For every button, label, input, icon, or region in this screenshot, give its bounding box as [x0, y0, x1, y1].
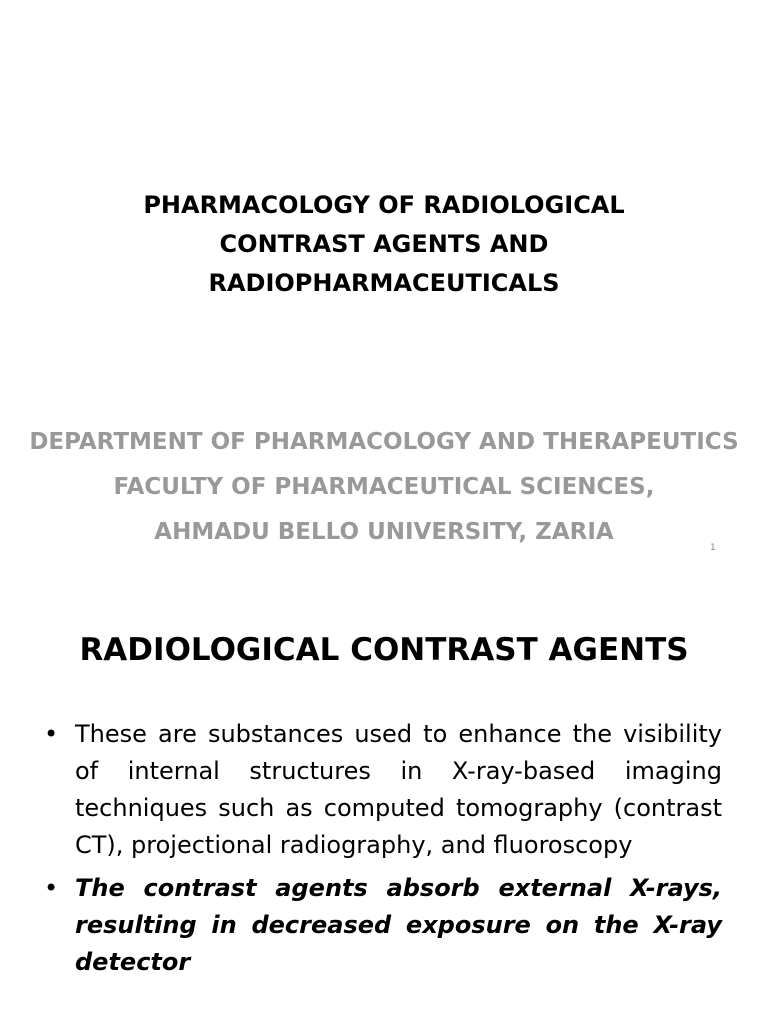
- bullet-list: [44, 716, 722, 987]
- bullet-text: The contrast agents absorb external X-rays, resulting in decreased exposure on the X-ray detector: [75, 874, 722, 976]
- bullet-text: These are substances used to enhance the visibility of internal structures in X-ray-based imaging techniques such as computed tomography (contrast CT), projectional radiography, and fluoroscopy: [75, 720, 722, 859]
- slide-subtitle: [0, 420, 768, 555]
- bullet-icon: •: [44, 720, 59, 748]
- subtitle-line: FACULTY OF PHARMACEUTICAL SCIENCES,: [113, 474, 655, 500]
- slide-title: [84, 186, 684, 303]
- bullet-icon: •: [44, 874, 59, 902]
- slide-number: 1: [710, 543, 716, 553]
- subtitle-line: AHMADU BELLO UNIVERSITY, ZARIA: [154, 519, 614, 545]
- title-line: CONTRAST AGENTS AND: [219, 230, 549, 258]
- title-line: RADIOPHARMACEUTICALS: [208, 269, 560, 297]
- title-line: PHARMACOLOGY OF RADIOLOGICAL: [143, 191, 625, 219]
- section-heading: RADIOLOGICAL CONTRAST AGENTS: [79, 632, 689, 668]
- subtitle-line: DEPARTMENT OF PHARMACOLOGY AND THERAPEUTICS: [29, 429, 739, 455]
- bullet-item: [44, 870, 722, 981]
- bullet-item: [44, 716, 722, 864]
